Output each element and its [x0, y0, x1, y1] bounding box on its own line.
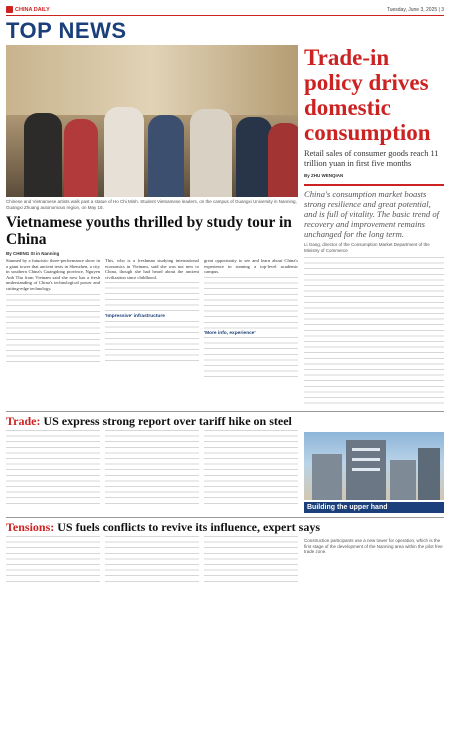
- story-3-body: [6, 536, 298, 588]
- story-2-headline: [6, 414, 444, 428]
- masthead-bar: [6, 4, 444, 16]
- building-section: [304, 430, 444, 513]
- building-photo: [304, 432, 444, 500]
- lead-body-col-2: [105, 258, 199, 386]
- lead-photo: [6, 45, 298, 197]
- lead-body-col-1: [6, 258, 100, 386]
- lead-col2-text: This, who is a freshman studying international economics in Vietnam, said she was not new to China, though she had heard about the ancient civilization since childhood.: [105, 258, 199, 280]
- building-title: Building the upper hand: [304, 502, 444, 513]
- side-headline: Trade-in policy drives domestic consumption: [304, 45, 431, 145]
- brand-logo: [6, 6, 50, 13]
- building-caption: Construction participants use a new tower for operation, which is the first stage of the development of the Nanning area within the pilot free trade zone.: [304, 538, 443, 554]
- divider-2: [6, 517, 444, 518]
- brand-mark-icon: [6, 6, 13, 13]
- story-2-title: US express strong report over tariff hike on steel: [43, 414, 292, 428]
- lead-body-col-3: [204, 258, 298, 386]
- side-quote-attribution: Li Gang, director of the Consumption Market Department of the Ministry of Commerce: [304, 242, 430, 253]
- building-caption-block: [304, 536, 444, 588]
- story-3-title: US fuels conflicts to revive its influence, expert says: [57, 520, 320, 534]
- side-pull-quote: China's consumption market boasts strong resilience and great potential, and is full of vitality. The basic trend of recovery and improvement remains unchanged for the long term.: [304, 184, 444, 239]
- brand-name: CHINA DAILY: [15, 6, 50, 13]
- side-body-text: [304, 257, 444, 407]
- lead-photo-caption: Chinese and Vietnamese artists walk past a statue of Ho Chi Minh. Student Vietnamese leaders, on the campus of Guangxi University in Nanning, Guangxi Zhuang autonomous region, on May 18.: [6, 199, 297, 210]
- side-story: [304, 45, 444, 407]
- story-2-kicker: Trade:: [6, 414, 41, 428]
- date-page-label: Tuesday, June 3, 2025 | 3: [386, 6, 444, 13]
- story-2-body: [6, 430, 298, 510]
- lead-col3-text: great opportunity to see and learn about China's experience in running a top-level academic campus.: [204, 258, 298, 275]
- lead-story: [6, 45, 298, 407]
- top-columns: [6, 45, 444, 407]
- section-title: TOP NEWS: [6, 18, 127, 43]
- lead-col1-text: Stunned by a futuristic three-performance show in a giant tower that ancient texts in Shenzhen, a city in southern China's Guangdong province, Nguyen Anh Thu from Vietnam said she now has a fresh understanding of China's technological power and cutting-edge technology.: [6, 258, 100, 291]
- story-3-body-row: [6, 536, 444, 588]
- side-subheadline: Retail sales of consumer goods reach 11 trillion yuan in first five months: [304, 149, 439, 168]
- lead-headline: Vietnamese youths thrilled by study tour in China: [6, 214, 292, 248]
- story-2-body-row: [6, 430, 444, 513]
- story-3-kicker: Tensions:: [6, 520, 55, 534]
- lead-byline: By CHENG SI in Nanning: [6, 251, 60, 256]
- divider-1: [6, 411, 444, 412]
- lead-subhead-more-info: 'More info, experience': [204, 330, 256, 336]
- lead-subhead-infrastructure: 'Impressive' infrastructure: [105, 314, 165, 320]
- side-byline: By ZHU WENQIAN: [304, 173, 344, 178]
- lead-body: [6, 258, 298, 386]
- story-3-headline: [6, 520, 444, 534]
